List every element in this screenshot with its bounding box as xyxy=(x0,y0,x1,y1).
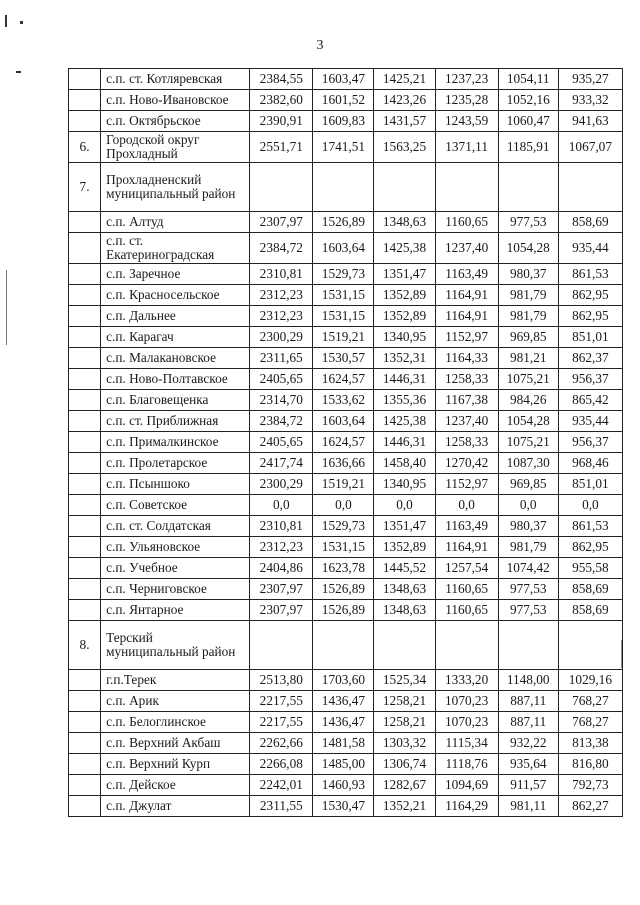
value-cell: 1348,63 xyxy=(374,579,435,600)
row-number-cell xyxy=(69,733,101,754)
value-cell: 2551,71 xyxy=(250,132,313,163)
value-cell xyxy=(313,621,374,670)
row-number-cell xyxy=(69,474,101,495)
value-cell: 1425,21 xyxy=(374,69,435,90)
settlement-name-cell: с.п. Октябрьское xyxy=(101,111,250,132)
row-number-cell xyxy=(69,348,101,369)
value-cell: 1115,34 xyxy=(435,733,498,754)
value-cell: 2307,97 xyxy=(250,600,313,621)
value-cell: 1563,25 xyxy=(374,132,435,163)
row-number-cell xyxy=(69,69,101,90)
value-cell: 1436,47 xyxy=(313,691,374,712)
value-cell xyxy=(498,621,558,670)
row-number-cell xyxy=(69,390,101,411)
row-number-cell xyxy=(69,775,101,796)
settlement-name-cell: с.п. Черниговское xyxy=(101,579,250,600)
value-cell: 1054,11 xyxy=(498,69,558,90)
value-cell: 1306,74 xyxy=(374,754,435,775)
settlement-name-cell: с.п. Благовещенка xyxy=(101,390,250,411)
value-cell: 2384,55 xyxy=(250,69,313,90)
value-cell: 1352,89 xyxy=(374,537,435,558)
value-cell: 1160,65 xyxy=(435,600,498,621)
value-cell: 1624,57 xyxy=(313,369,374,390)
value-cell xyxy=(250,621,313,670)
page-number: 3 xyxy=(316,38,324,53)
table-body xyxy=(69,69,623,817)
value-cell: 1074,42 xyxy=(498,558,558,579)
value-cell: 1431,57 xyxy=(374,111,435,132)
value-cell: 1164,33 xyxy=(435,348,498,369)
row-number-cell xyxy=(69,90,101,111)
value-cell: 0,0 xyxy=(374,495,435,516)
settlement-name-cell: с.п. Карагач xyxy=(101,327,250,348)
settlement-name-cell: с.п. Янтарное xyxy=(101,600,250,621)
value-cell: 1519,21 xyxy=(313,327,374,348)
settlement-name-cell: с.п. Верхний Курп xyxy=(101,754,250,775)
value-cell: 1460,93 xyxy=(313,775,374,796)
row-number-cell xyxy=(69,558,101,579)
row-number-cell xyxy=(69,670,101,691)
value-cell: 1603,47 xyxy=(313,69,374,90)
value-cell: 1531,15 xyxy=(313,537,374,558)
value-cell: 1624,57 xyxy=(313,432,374,453)
table-row xyxy=(69,733,623,754)
value-cell: 1423,26 xyxy=(374,90,435,111)
value-cell: 1164,91 xyxy=(435,285,498,306)
value-cell: 2310,81 xyxy=(250,264,313,285)
value-cell: 1351,47 xyxy=(374,516,435,537)
value-cell: 1446,31 xyxy=(374,432,435,453)
row-number-cell xyxy=(69,369,101,390)
value-cell: 980,37 xyxy=(498,264,558,285)
value-cell: 956,37 xyxy=(558,432,622,453)
value-cell: 1163,49 xyxy=(435,264,498,285)
settlement-name-cell: г.п.Терек xyxy=(101,670,250,691)
settlement-name-cell: с.п. Дейское xyxy=(101,775,250,796)
value-cell: 2300,29 xyxy=(250,474,313,495)
row-number-cell xyxy=(69,111,101,132)
value-cell: 862,95 xyxy=(558,537,622,558)
value-cell: 1054,28 xyxy=(498,411,558,432)
value-cell: 1185,91 xyxy=(498,132,558,163)
value-cell: 1070,23 xyxy=(435,712,498,733)
value-cell: 2262,66 xyxy=(250,733,313,754)
value-cell: 981,79 xyxy=(498,285,558,306)
settlement-name-cell: с.п. ст. Солдатская xyxy=(101,516,250,537)
value-cell: 858,69 xyxy=(558,212,622,233)
value-cell: 1741,51 xyxy=(313,132,374,163)
value-cell: 1609,83 xyxy=(313,111,374,132)
value-cell: 1029,16 xyxy=(558,670,622,691)
table-row xyxy=(69,579,623,600)
value-cell: 858,69 xyxy=(558,579,622,600)
value-cell: 1355,36 xyxy=(374,390,435,411)
table-row xyxy=(69,621,623,670)
settlement-name-cell: с.п. Заречное xyxy=(101,264,250,285)
value-cell: 1067,07 xyxy=(558,132,622,163)
row-number-cell xyxy=(69,754,101,775)
value-cell: 1703,60 xyxy=(313,670,374,691)
value-cell: 1235,28 xyxy=(435,90,498,111)
value-cell: 768,27 xyxy=(558,691,622,712)
value-cell: 1485,00 xyxy=(313,754,374,775)
table-row xyxy=(69,306,623,327)
settlement-name-cell: с.п. Псыншоко xyxy=(101,474,250,495)
value-cell: 1054,28 xyxy=(498,233,558,264)
settlement-name-cell: с.п. Советское xyxy=(101,495,250,516)
value-cell: 862,95 xyxy=(558,285,622,306)
value-cell: 1237,40 xyxy=(435,233,498,264)
value-cell: 1526,89 xyxy=(313,600,374,621)
value-cell: 1164,29 xyxy=(435,796,498,817)
value-cell: 1446,31 xyxy=(374,369,435,390)
settlement-name-cell: с.п. Ново-Ивановское xyxy=(101,90,250,111)
value-cell: 1623,78 xyxy=(313,558,374,579)
value-cell: 887,11 xyxy=(498,691,558,712)
value-cell: 1425,38 xyxy=(374,411,435,432)
table-row xyxy=(69,327,623,348)
value-cell: 887,11 xyxy=(498,712,558,733)
value-cell: 2382,60 xyxy=(250,90,313,111)
value-cell: 969,85 xyxy=(498,474,558,495)
row-number-cell xyxy=(69,306,101,327)
table-row xyxy=(69,390,623,411)
settlement-name-cell: Прохладненский муниципальный район xyxy=(101,163,250,212)
table-row xyxy=(69,691,623,712)
value-cell: 1436,47 xyxy=(313,712,374,733)
value-cell: 2242,01 xyxy=(250,775,313,796)
value-cell: 2300,29 xyxy=(250,327,313,348)
row-number-cell xyxy=(69,537,101,558)
value-cell: 816,80 xyxy=(558,754,622,775)
value-cell: 862,27 xyxy=(558,796,622,817)
value-cell: 1425,38 xyxy=(374,233,435,264)
table-row xyxy=(69,212,623,233)
value-cell xyxy=(435,163,498,212)
value-cell: 935,27 xyxy=(558,69,622,90)
table-row xyxy=(69,453,623,474)
row-number-cell: 7. xyxy=(69,163,101,212)
value-cell: 1529,73 xyxy=(313,264,374,285)
tariff-table xyxy=(68,68,623,817)
value-cell: 911,57 xyxy=(498,775,558,796)
value-cell: 1601,52 xyxy=(313,90,374,111)
settlement-name-cell: Терский муниципальный район xyxy=(101,621,250,670)
value-cell: 0,0 xyxy=(498,495,558,516)
value-cell: 1445,52 xyxy=(374,558,435,579)
row-number-cell: 8. xyxy=(69,621,101,670)
row-number-cell xyxy=(69,411,101,432)
value-cell xyxy=(250,163,313,212)
row-number-cell xyxy=(69,453,101,474)
value-cell: 977,53 xyxy=(498,600,558,621)
value-cell xyxy=(435,621,498,670)
row-number-cell xyxy=(69,796,101,817)
table-row xyxy=(69,537,623,558)
settlement-name-cell: с.п. Пролетарское xyxy=(101,453,250,474)
table-row xyxy=(69,90,623,111)
table-row xyxy=(69,754,623,775)
value-cell: 956,37 xyxy=(558,369,622,390)
value-cell: 1603,64 xyxy=(313,411,374,432)
settlement-name-cell: с.п. Алтуд xyxy=(101,212,250,233)
value-cell: 2405,65 xyxy=(250,432,313,453)
value-cell: 2312,23 xyxy=(250,306,313,327)
table-row xyxy=(69,233,623,264)
value-cell: 1352,89 xyxy=(374,285,435,306)
value-cell: 2266,08 xyxy=(250,754,313,775)
settlement-name-cell: с.п. Ульяновское xyxy=(101,537,250,558)
value-cell: 968,46 xyxy=(558,453,622,474)
table-row xyxy=(69,111,623,132)
value-cell: 1148,00 xyxy=(498,670,558,691)
table-row xyxy=(69,775,623,796)
value-cell: 1282,67 xyxy=(374,775,435,796)
value-cell: 1352,89 xyxy=(374,306,435,327)
value-cell: 2312,23 xyxy=(250,537,313,558)
value-cell: 858,69 xyxy=(558,600,622,621)
value-cell: 2311,65 xyxy=(250,348,313,369)
value-cell: 1164,91 xyxy=(435,306,498,327)
value-cell: 1530,57 xyxy=(313,348,374,369)
value-cell: 932,22 xyxy=(498,733,558,754)
scan-artifact xyxy=(6,270,7,345)
value-cell: 851,01 xyxy=(558,474,622,495)
settlement-name-cell: с.п. Прималкинское xyxy=(101,432,250,453)
value-cell: 2405,65 xyxy=(250,369,313,390)
value-cell: 1270,42 xyxy=(435,453,498,474)
table-row xyxy=(69,516,623,537)
table-row xyxy=(69,796,623,817)
value-cell: 1533,62 xyxy=(313,390,374,411)
row-number-cell xyxy=(69,233,101,264)
value-cell: 1531,15 xyxy=(313,306,374,327)
value-cell xyxy=(558,621,622,670)
table-row xyxy=(69,432,623,453)
row-number-cell xyxy=(69,712,101,733)
settlement-name-cell: с.п. Ново-Полтавское xyxy=(101,369,250,390)
value-cell: 0,0 xyxy=(435,495,498,516)
settlement-name-cell: с.п. Дальнее xyxy=(101,306,250,327)
settlement-name-cell: с.п. Джулат xyxy=(101,796,250,817)
value-cell: 1087,30 xyxy=(498,453,558,474)
value-cell: 935,64 xyxy=(498,754,558,775)
value-cell: 2404,86 xyxy=(250,558,313,579)
settlement-name-cell: с.п. Красносельское xyxy=(101,285,250,306)
value-cell: 1237,40 xyxy=(435,411,498,432)
value-cell: 984,26 xyxy=(498,390,558,411)
value-cell: 2417,74 xyxy=(250,453,313,474)
value-cell: 935,44 xyxy=(558,233,622,264)
value-cell: 1352,31 xyxy=(374,348,435,369)
value-cell: 2384,72 xyxy=(250,411,313,432)
settlement-name-cell: с.п. ст. Приближная xyxy=(101,411,250,432)
value-cell: 933,32 xyxy=(558,90,622,111)
value-cell: 1303,32 xyxy=(374,733,435,754)
value-cell xyxy=(558,163,622,212)
value-cell: 0,0 xyxy=(558,495,622,516)
value-cell: 969,85 xyxy=(498,327,558,348)
value-cell: 1258,33 xyxy=(435,369,498,390)
value-cell: 1160,65 xyxy=(435,212,498,233)
value-cell xyxy=(313,163,374,212)
value-cell: 1603,64 xyxy=(313,233,374,264)
value-cell: 1529,73 xyxy=(313,516,374,537)
value-cell: 1526,89 xyxy=(313,212,374,233)
value-cell xyxy=(374,163,435,212)
row-number-cell xyxy=(69,212,101,233)
value-cell: 1152,97 xyxy=(435,327,498,348)
value-cell: 1530,47 xyxy=(313,796,374,817)
value-cell: 2390,91 xyxy=(250,111,313,132)
value-cell: 1243,59 xyxy=(435,111,498,132)
table-row xyxy=(69,474,623,495)
value-cell: 1237,23 xyxy=(435,69,498,90)
settlement-name-cell: с.п. Малакановское xyxy=(101,348,250,369)
table-row xyxy=(69,285,623,306)
value-cell: 2307,97 xyxy=(250,212,313,233)
value-cell xyxy=(498,163,558,212)
value-cell: 1348,63 xyxy=(374,212,435,233)
scan-artifact xyxy=(20,21,23,24)
value-cell: 1258,21 xyxy=(374,712,435,733)
row-number-cell xyxy=(69,691,101,712)
table-row xyxy=(69,163,623,212)
value-cell: 1167,38 xyxy=(435,390,498,411)
value-cell: 2310,81 xyxy=(250,516,313,537)
value-cell: 981,79 xyxy=(498,306,558,327)
row-number-cell xyxy=(69,327,101,348)
table-row xyxy=(69,712,623,733)
value-cell: 1351,47 xyxy=(374,264,435,285)
value-cell: 2307,97 xyxy=(250,579,313,600)
row-number-cell xyxy=(69,579,101,600)
value-cell: 977,53 xyxy=(498,579,558,600)
value-cell: 941,63 xyxy=(558,111,622,132)
value-cell: 1257,54 xyxy=(435,558,498,579)
value-cell: 977,53 xyxy=(498,212,558,233)
scan-artifact xyxy=(16,71,21,73)
settlement-name-cell: с.п. Арик xyxy=(101,691,250,712)
value-cell: 0,0 xyxy=(250,495,313,516)
row-number-cell xyxy=(69,495,101,516)
value-cell: 1152,97 xyxy=(435,474,498,495)
row-number-cell xyxy=(69,600,101,621)
value-cell: 2312,23 xyxy=(250,285,313,306)
settlement-name-cell: с.п. ст. Екатериноградская xyxy=(101,233,250,264)
table-row xyxy=(69,600,623,621)
value-cell: 1481,58 xyxy=(313,733,374,754)
value-cell: 1075,21 xyxy=(498,432,558,453)
value-cell: 1258,33 xyxy=(435,432,498,453)
settlement-name-cell: с.п. ст. Котляревская xyxy=(101,69,250,90)
value-cell: 768,27 xyxy=(558,712,622,733)
value-cell: 0,0 xyxy=(313,495,374,516)
value-cell: 1118,76 xyxy=(435,754,498,775)
value-cell: 861,53 xyxy=(558,516,622,537)
value-cell: 1340,95 xyxy=(374,474,435,495)
value-cell: 1636,66 xyxy=(313,453,374,474)
value-cell: 1531,15 xyxy=(313,285,374,306)
table-row xyxy=(69,495,623,516)
table-row xyxy=(69,369,623,390)
value-cell: 1160,65 xyxy=(435,579,498,600)
value-cell: 1052,16 xyxy=(498,90,558,111)
value-cell: 1526,89 xyxy=(313,579,374,600)
value-cell: 1164,91 xyxy=(435,537,498,558)
value-cell: 981,79 xyxy=(498,537,558,558)
value-cell: 935,44 xyxy=(558,411,622,432)
value-cell: 2314,70 xyxy=(250,390,313,411)
value-cell: 861,53 xyxy=(558,264,622,285)
value-cell: 865,42 xyxy=(558,390,622,411)
value-cell: 1348,63 xyxy=(374,600,435,621)
table-row xyxy=(69,411,623,432)
row-number-cell xyxy=(69,516,101,537)
value-cell: 1458,40 xyxy=(374,453,435,474)
value-cell: 862,37 xyxy=(558,348,622,369)
value-cell: 813,38 xyxy=(558,733,622,754)
value-cell: 955,58 xyxy=(558,558,622,579)
table-row xyxy=(69,69,623,90)
table-row xyxy=(69,264,623,285)
value-cell: 1070,23 xyxy=(435,691,498,712)
value-cell: 1060,47 xyxy=(498,111,558,132)
value-cell: 792,73 xyxy=(558,775,622,796)
row-number-cell xyxy=(69,264,101,285)
value-cell xyxy=(374,621,435,670)
value-cell: 1352,21 xyxy=(374,796,435,817)
row-number-cell xyxy=(69,432,101,453)
value-cell: 1094,69 xyxy=(435,775,498,796)
row-number-cell xyxy=(69,285,101,306)
row-number-cell: 6. xyxy=(69,132,101,163)
scan-artifact xyxy=(5,15,7,27)
table-row xyxy=(69,670,623,691)
table-row xyxy=(69,558,623,579)
value-cell: 2311,55 xyxy=(250,796,313,817)
value-cell: 2217,55 xyxy=(250,712,313,733)
value-cell: 1525,34 xyxy=(374,670,435,691)
settlement-name-cell: с.п. Учебное xyxy=(101,558,250,579)
table-row xyxy=(69,132,623,163)
table-row xyxy=(69,348,623,369)
value-cell: 2217,55 xyxy=(250,691,313,712)
settlement-name-cell: с.п. Верхний Акбаш xyxy=(101,733,250,754)
value-cell: 981,21 xyxy=(498,348,558,369)
value-cell: 1333,20 xyxy=(435,670,498,691)
value-cell: 1519,21 xyxy=(313,474,374,495)
value-cell: 1075,21 xyxy=(498,369,558,390)
value-cell: 1258,21 xyxy=(374,691,435,712)
value-cell: 862,95 xyxy=(558,306,622,327)
value-cell: 851,01 xyxy=(558,327,622,348)
value-cell: 1340,95 xyxy=(374,327,435,348)
settlement-name-cell: Городской округ Прохладный xyxy=(101,132,250,163)
value-cell: 1163,49 xyxy=(435,516,498,537)
value-cell: 981,11 xyxy=(498,796,558,817)
value-cell: 2513,80 xyxy=(250,670,313,691)
settlement-name-cell: с.п. Белоглинское xyxy=(101,712,250,733)
value-cell: 980,37 xyxy=(498,516,558,537)
value-cell: 2384,72 xyxy=(250,233,313,264)
value-cell: 1371,11 xyxy=(435,132,498,163)
